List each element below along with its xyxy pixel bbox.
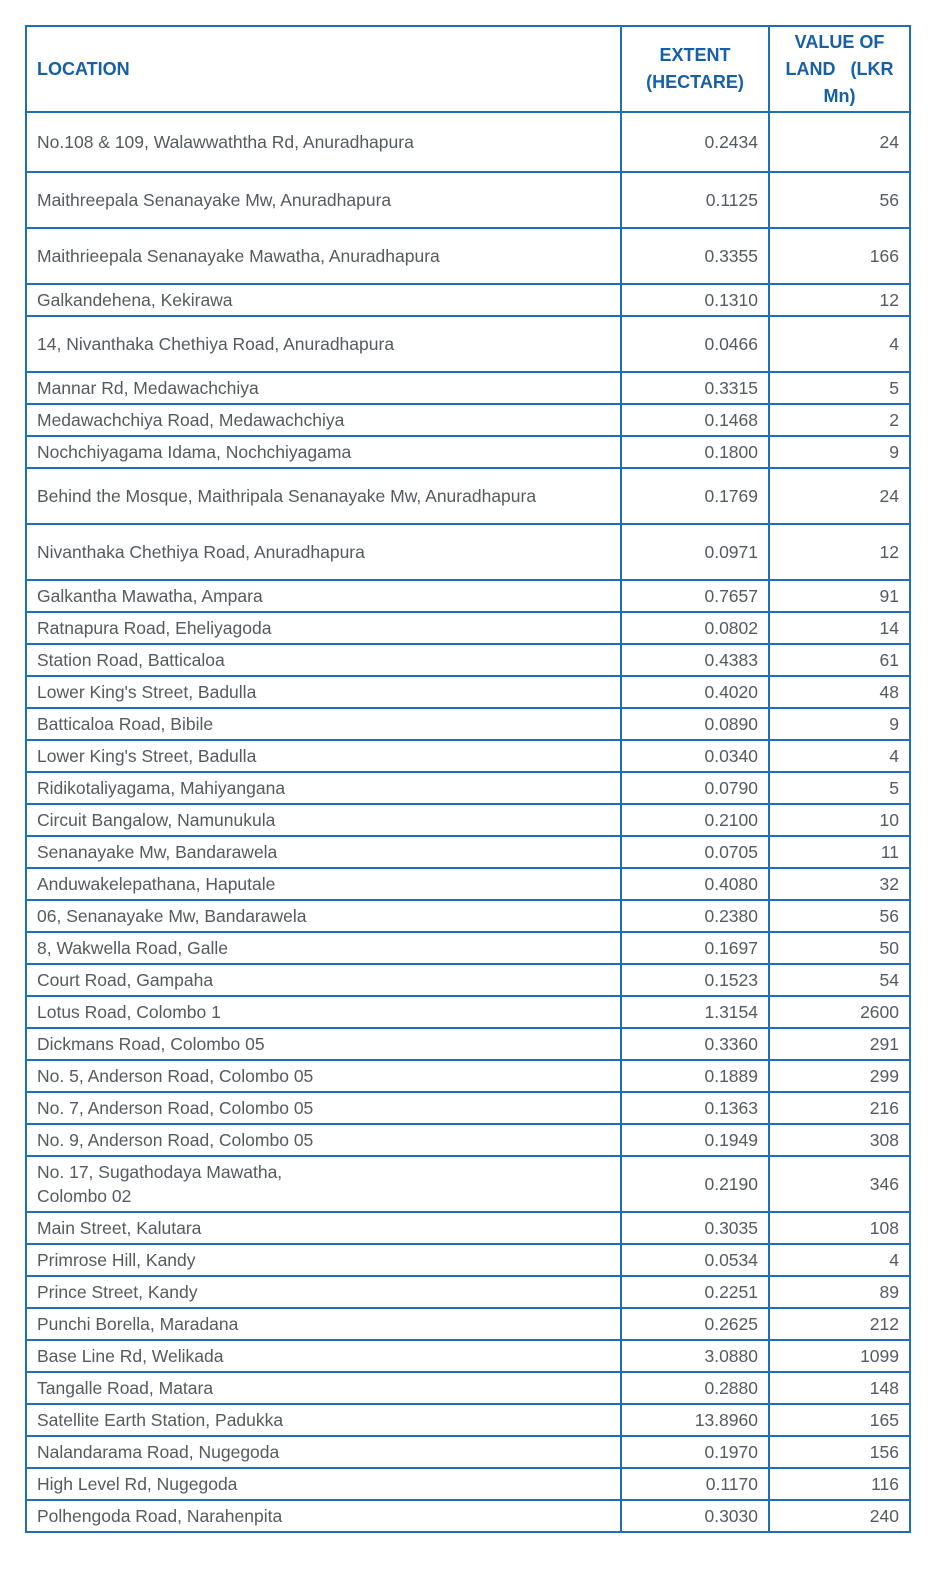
land-valuation-table-container [25, 25, 909, 1533]
value-cell: 212 [769, 1308, 910, 1340]
location-cell: Medawachchiya Road, Medawachchiya [26, 404, 621, 436]
value-cell: 5 [769, 772, 910, 804]
table-row [26, 836, 910, 868]
extent-cell: 0.1363 [621, 1092, 769, 1124]
extent-cell: 0.7657 [621, 580, 769, 612]
location-cell: Anduwakelepathana, Haputale [26, 868, 621, 900]
table-row [26, 964, 910, 996]
value-cell: 50 [769, 932, 910, 964]
value-cell: 2 [769, 404, 910, 436]
table-row [26, 228, 910, 284]
location-column-header [26, 26, 621, 112]
extent-header-line2: (HECTARE) [646, 72, 744, 92]
value-cell: 9 [769, 436, 910, 468]
value-cell: 4 [769, 316, 910, 372]
table-row [26, 372, 910, 404]
value-cell: 240 [769, 1500, 910, 1532]
location-cell: Satellite Earth Station, Padukka [26, 1404, 621, 1436]
table-row [26, 1060, 910, 1092]
value-cell: 216 [769, 1092, 910, 1124]
value-cell: 166 [769, 228, 910, 284]
table-row [26, 772, 910, 804]
extent-cell: 0.1170 [621, 1468, 769, 1500]
location-cell: Dickmans Road, Colombo 05 [26, 1028, 621, 1060]
location-cell: Base Line Rd, Welikada [26, 1340, 621, 1372]
value-cell: 56 [769, 172, 910, 228]
table-row [26, 804, 910, 836]
extent-cell: 0.2251 [621, 1276, 769, 1308]
table-row [26, 1340, 910, 1372]
location-cell: Main Street, Kalutara [26, 1212, 621, 1244]
location-cell: Behind the Mosque, Maithripala Senanayake Mw, Anuradhapura [26, 468, 621, 524]
table-row [26, 740, 910, 772]
extent-cell: 0.1769 [621, 468, 769, 524]
location-cell: Circuit Bangalow, Namunukula [26, 804, 621, 836]
value-cell: 9 [769, 708, 910, 740]
extent-cell: 0.0971 [621, 524, 769, 580]
table-row [26, 1028, 910, 1060]
extent-cell: 0.2190 [621, 1156, 769, 1212]
value-cell: 4 [769, 740, 910, 772]
table-row [26, 436, 910, 468]
location-cell: 06, Senanayake Mw, Bandarawela [26, 900, 621, 932]
value-cell: 291 [769, 1028, 910, 1060]
extent-cell: 0.4080 [621, 868, 769, 900]
table-row [26, 708, 910, 740]
table-row [26, 1212, 910, 1244]
table-row [26, 612, 910, 644]
location-cell: Lower King's Street, Badulla [26, 676, 621, 708]
extent-cell: 0.0790 [621, 772, 769, 804]
location-cell: No. 9, Anderson Road, Colombo 05 [26, 1124, 621, 1156]
location-cell: Nivanthaka Chethiya Road, Anuradhapura [26, 524, 621, 580]
value-cell: 165 [769, 1404, 910, 1436]
location-cell: Maithreepala Senanayake Mw, Anuradhapura [26, 172, 621, 228]
value-cell: 148 [769, 1372, 910, 1404]
table-row [26, 868, 910, 900]
table-row [26, 1468, 910, 1500]
table-row [26, 1436, 910, 1468]
value-cell: 108 [769, 1212, 910, 1244]
extent-cell: 0.0534 [621, 1244, 769, 1276]
header-row [26, 26, 910, 112]
location-cell: Lower King's Street, Badulla [26, 740, 621, 772]
location-cell: High Level Rd, Nugegoda [26, 1468, 621, 1500]
table-row [26, 172, 910, 228]
location-cell: Tangalle Road, Matara [26, 1372, 621, 1404]
value-header-line3: Mn) [823, 85, 856, 106]
table-row [26, 1244, 910, 1276]
extent-column-header [621, 26, 769, 112]
value-cell: 14 [769, 612, 910, 644]
value-cell: 12 [769, 524, 910, 580]
extent-cell: 0.1800 [621, 436, 769, 468]
location-cell: Court Road, Gampaha [26, 964, 621, 996]
value-header-line1: VALUE OF [794, 31, 885, 52]
value-header-line2: LAND (LKR [785, 58, 894, 79]
table-header [26, 26, 910, 112]
value-cell: 24 [769, 112, 910, 172]
extent-cell: 0.1697 [621, 932, 769, 964]
extent-cell: 0.1970 [621, 1436, 769, 1468]
value-cell: 2600 [769, 996, 910, 1028]
location-line: No. 17, Sugathodaya Mawatha, [37, 1162, 283, 1182]
extent-cell: 0.0802 [621, 612, 769, 644]
extent-cell: 3.0880 [621, 1340, 769, 1372]
extent-cell: 0.1889 [621, 1060, 769, 1092]
location-cell: Lotus Road, Colombo 1 [26, 996, 621, 1028]
table-row [26, 284, 910, 316]
table-row [26, 996, 910, 1028]
table-row [26, 468, 910, 524]
table-row [26, 644, 910, 676]
value-cell: 1099 [769, 1340, 910, 1372]
table-row [26, 676, 910, 708]
value-cell: 12 [769, 284, 910, 316]
value-cell: 54 [769, 964, 910, 996]
extent-cell: 0.0340 [621, 740, 769, 772]
location-cell: Prince Street, Kandy [26, 1276, 621, 1308]
value-cell: 24 [769, 468, 910, 524]
table-row [26, 1500, 910, 1532]
land-valuation-table [25, 25, 911, 1533]
location-cell: Maithrieepala Senanayake Mawatha, Anuradhapura [26, 228, 621, 284]
table-row [26, 1276, 910, 1308]
extent-cell: 0.3035 [621, 1212, 769, 1244]
table-row [26, 404, 910, 436]
location-cell: No. 5, Anderson Road, Colombo 05 [26, 1060, 621, 1092]
extent-cell: 0.3355 [621, 228, 769, 284]
extent-cell: 0.1125 [621, 172, 769, 228]
value-cell: 156 [769, 1436, 910, 1468]
value-cell: 56 [769, 900, 910, 932]
location-header-label: LOCATION [37, 58, 130, 79]
extent-cell: 1.3154 [621, 996, 769, 1028]
location-cell: Galkantha Mawatha, Ampara [26, 580, 621, 612]
location-cell [26, 1156, 621, 1212]
value-cell: 346 [769, 1156, 910, 1212]
location-cell: Ridikotaliyagama, Mahiyangana [26, 772, 621, 804]
extent-cell: 0.2880 [621, 1372, 769, 1404]
extent-cell: 13.8960 [621, 1404, 769, 1436]
table-row [26, 1124, 910, 1156]
table-row [26, 1092, 910, 1124]
location-cell: Mannar Rd, Medawachchiya [26, 372, 621, 404]
table-row [26, 580, 910, 612]
value-cell: 299 [769, 1060, 910, 1092]
location-cell: Nochchiyagama Idama, Nochchiyagama [26, 436, 621, 468]
value-cell: 32 [769, 868, 910, 900]
table-row [26, 112, 910, 172]
location-cell: 14, Nivanthaka Chethiya Road, Anuradhapura [26, 316, 621, 372]
extent-cell: 0.3315 [621, 372, 769, 404]
table-row [26, 900, 910, 932]
value-cell: 308 [769, 1124, 910, 1156]
table-row [26, 524, 910, 580]
extent-cell: 0.1949 [621, 1124, 769, 1156]
extent-cell: 0.2100 [621, 804, 769, 836]
location-cell: Galkandehena, Kekirawa [26, 284, 621, 316]
table-row [26, 932, 910, 964]
extent-cell: 0.4383 [621, 644, 769, 676]
value-column-header [769, 26, 910, 112]
location-cell: 8, Wakwella Road, Galle [26, 932, 621, 964]
location-cell: No. 7, Anderson Road, Colombo 05 [26, 1092, 621, 1124]
value-cell: 4 [769, 1244, 910, 1276]
extent-cell: 0.2434 [621, 112, 769, 172]
location-cell: No.108 & 109, Walawwaththa Rd, Anuradhapura [26, 112, 621, 172]
value-cell: 89 [769, 1276, 910, 1308]
location-cell: Ratnapura Road, Eheliyagoda [26, 612, 621, 644]
table-body [26, 112, 910, 1532]
location-cell: Batticaloa Road, Bibile [26, 708, 621, 740]
extent-cell: 0.1523 [621, 964, 769, 996]
location-cell: Senanayake Mw, Bandarawela [26, 836, 621, 868]
table-row [26, 1308, 910, 1340]
extent-cell: 0.3360 [621, 1028, 769, 1060]
extent-cell: 0.0890 [621, 708, 769, 740]
extent-cell: 0.1310 [621, 284, 769, 316]
value-cell: 48 [769, 676, 910, 708]
value-cell: 61 [769, 644, 910, 676]
table-row [26, 316, 910, 372]
location-cell: Nalandarama Road, Nugegoda [26, 1436, 621, 1468]
extent-cell: 0.2625 [621, 1308, 769, 1340]
value-cell: 5 [769, 372, 910, 404]
value-cell: 91 [769, 580, 910, 612]
table-row [26, 1404, 910, 1436]
extent-cell: 0.3030 [621, 1500, 769, 1532]
value-cell: 116 [769, 1468, 910, 1500]
location-cell: Polhengoda Road, Narahenpita [26, 1500, 621, 1532]
value-cell: 10 [769, 804, 910, 836]
extent-cell: 0.1468 [621, 404, 769, 436]
extent-cell: 0.4020 [621, 676, 769, 708]
extent-cell: 0.0705 [621, 836, 769, 868]
location-cell: Primrose Hill, Kandy [26, 1244, 621, 1276]
location-cell: Station Road, Batticaloa [26, 644, 621, 676]
extent-cell: 0.2380 [621, 900, 769, 932]
value-cell: 11 [769, 836, 910, 868]
table-row [26, 1372, 910, 1404]
extent-cell: 0.0466 [621, 316, 769, 372]
extent-header-line1: EXTENT [659, 45, 731, 65]
location-line: Colombo 02 [37, 1186, 132, 1206]
table-row [26, 1156, 910, 1212]
location-cell: Punchi Borella, Maradana [26, 1308, 621, 1340]
